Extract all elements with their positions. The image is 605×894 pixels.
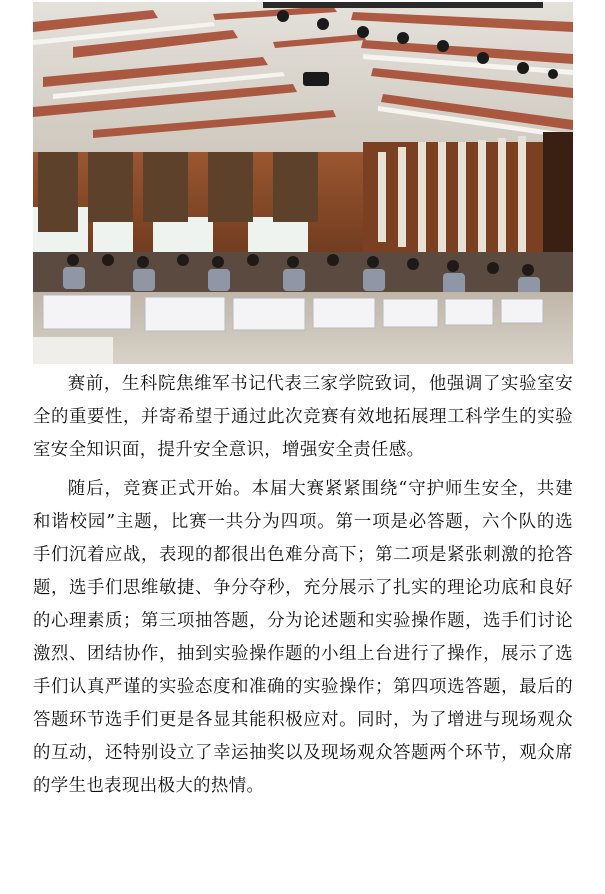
paragraph-opening-speech: 赛前，生科院焦维军书记代表三家学院致词，他强调了实验室安全的重要性，并寄希望于通过此次竞赛有效地拓展理工科学生的实验室安全知识面，提升安全意识，增强安全责任感。 <box>33 374 573 460</box>
side-wall <box>363 132 573 272</box>
article-body <box>33 368 573 809</box>
auditorium-scene <box>33 2 573 364</box>
event-photo <box>33 2 573 364</box>
paragraph-competition: 随后，竞赛正式开始。本届大赛紧紧围绕“守护师生安全，共建和谐校园”主题，比赛一共分为四项。第一项是必答题，六个队的选手们沉着应战，表现的都很出色难分高下；第二项是紧张刺激的抢答题，选手们思维敏捷、争分夺秒，充分展示了扎实的理论功底和良好的心理素质；第三项抽答题，分为论述题和实验操作题，选手们讨论激烈、团结协作，抽到实验操作题的小组上台进行了操作，展示了选手们认真严谨的实验态度和准确的实验操作；第四项选答题，最后的答题环节选手们更是各显其能积极应对。同时，为了增进与现场观众的互动，还特别设立了幸运抽奖以及现场观众答题两个环节，观众席的学生也表现出极大的热情。 <box>33 479 573 796</box>
foreground-desk <box>33 337 113 364</box>
